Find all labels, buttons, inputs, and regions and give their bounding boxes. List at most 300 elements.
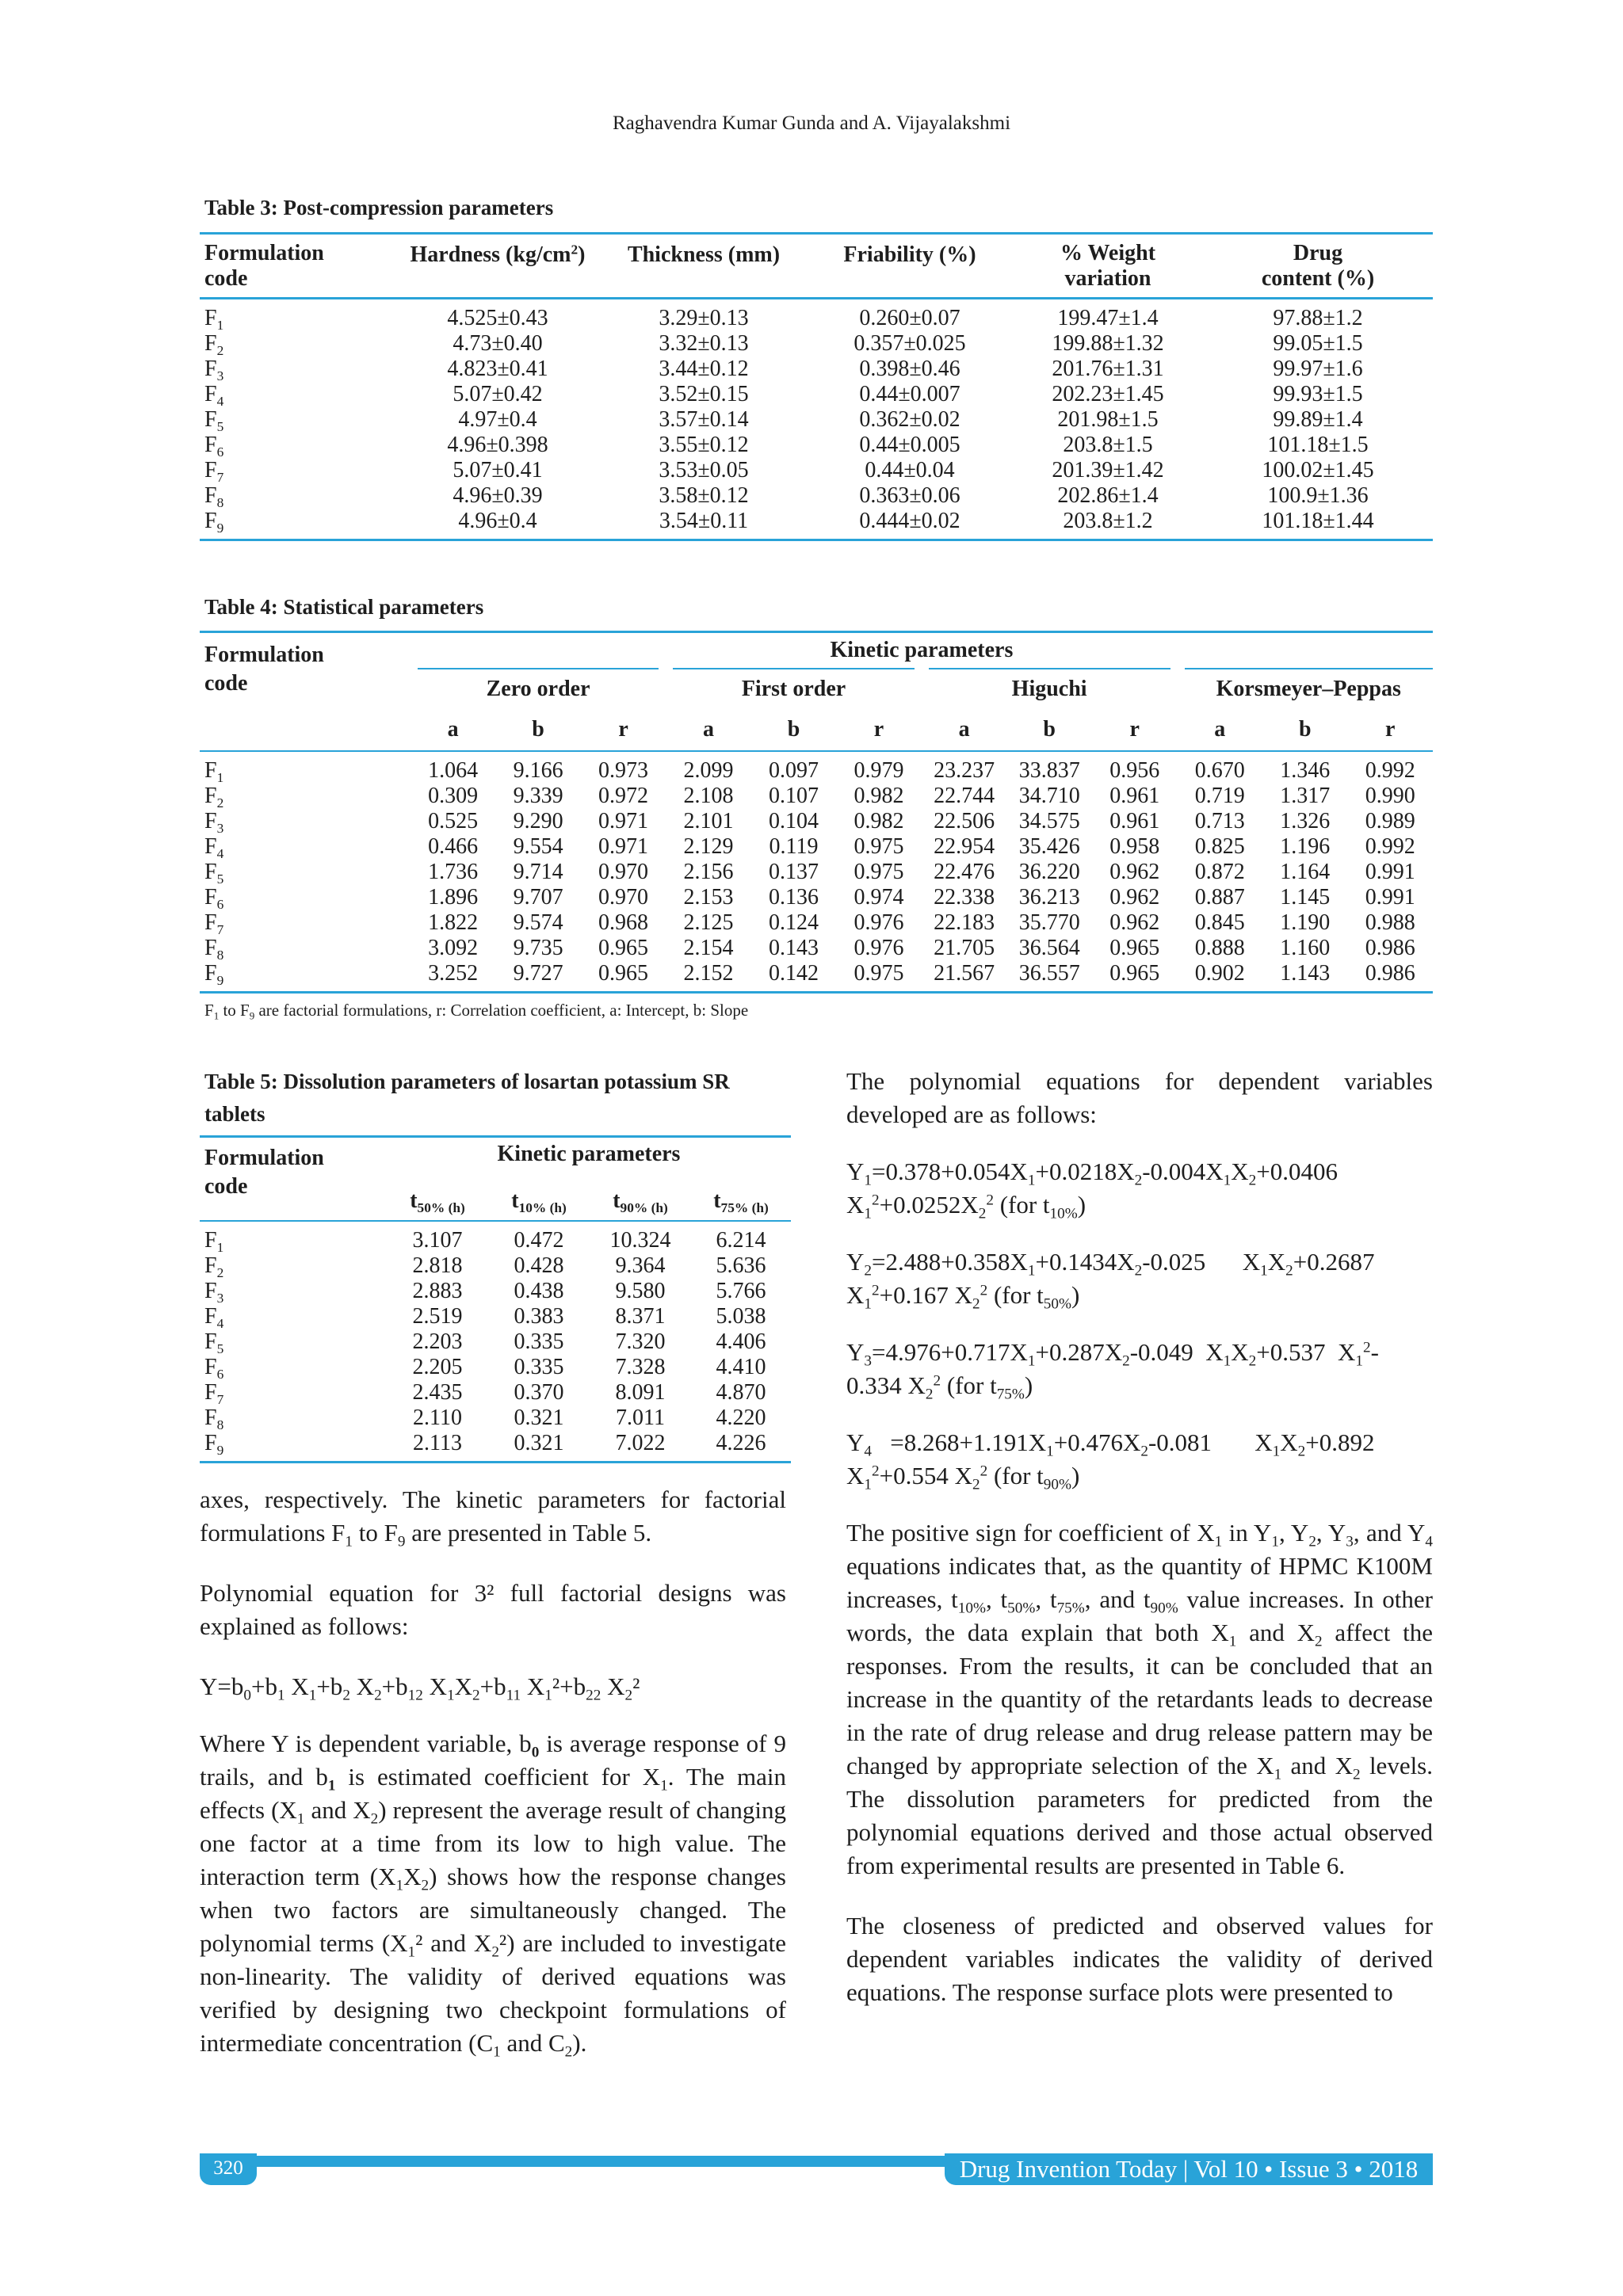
t3-formulation-cell: $F_9$ <box>204 509 224 536</box>
t4-value-cell: 0.962 <box>1109 884 1160 910</box>
right-column <box>846 1065 1433 2028</box>
t3-value-cell: 0.260±0.07 <box>859 306 960 330</box>
t3-value-cell: 97.88±1.2 <box>1273 306 1363 330</box>
t4-value-cell: 2.108 <box>683 783 734 808</box>
table3 <box>200 232 1433 541</box>
t5-value-cell: 2.110 <box>413 1405 462 1430</box>
t4-value-cell: 0.887 <box>1194 884 1245 910</box>
t4-model-header: Higuchi <box>922 669 1178 710</box>
t3-formulation-cell: $F_8$ <box>204 483 224 511</box>
t5-formulation-cell: $F_1$ <box>204 1227 224 1255</box>
journal-footer: Drug Invention Today | Vol 10 • Issue 3 • 2018 <box>945 2153 1433 2185</box>
table4 <box>200 631 1433 994</box>
t4-value-cell: 0.975 <box>854 833 904 859</box>
t3-value-cell: 203.8±1.5 <box>1063 433 1153 457</box>
t5-value-cell: 0.383 <box>514 1303 564 1329</box>
equation-y1: $Y_1=0.378+0.054X_1+0.0218X_2-0.004X_1X_2+0.0406$ $X_1^2+0.0252X_2^2$ (for $t_{10\%}$) <box>846 1158 1338 1222</box>
t5-h-t50: $t_{50\% (h)}$ <box>410 1188 465 1216</box>
t4-row <box>200 834 1433 860</box>
t3-value-cell: 3.55±0.12 <box>659 433 749 457</box>
t4-row <box>200 936 1433 961</box>
journal-issue: Vol 10 • Issue 3 • 2018 <box>1193 2155 1419 2183</box>
t4-sub-header: a <box>447 717 459 742</box>
t3-formulation-cell: $F_4$ <box>204 382 224 410</box>
t5-row <box>200 1431 791 1463</box>
t4-value-cell: 0.989 <box>1365 808 1415 833</box>
table4-body <box>200 751 1433 993</box>
t5-value-cell: 5.038 <box>716 1303 766 1329</box>
t5-h-t90: $t_{90\% (h)}$ <box>613 1188 668 1216</box>
t4-sub-header: b <box>1043 717 1056 742</box>
t4-value-cell: 36.213 <box>1018 884 1080 910</box>
t4-value-cell: 0.991 <box>1365 859 1415 884</box>
t5-value-cell: 2.818 <box>412 1253 463 1278</box>
t3-value-cell: 4.96±0.4 <box>458 509 537 533</box>
t3-row <box>200 331 1433 357</box>
t5-value-cell: 10.324 <box>609 1227 671 1253</box>
t4-value-cell: 0.973 <box>598 757 649 783</box>
t3-value-cell: 4.97±0.4 <box>458 407 537 432</box>
t3-h-hardness: Hardness $(kg/cm^2)$ <box>410 242 586 267</box>
t4-value-cell: 1.064 <box>428 757 479 783</box>
t4-value-cell: 0.979 <box>854 757 904 783</box>
t4-value-cell: 1.822 <box>428 910 479 935</box>
t4-h-kinetic: Kinetic parameters <box>830 637 1014 662</box>
t4-value-cell: 0.970 <box>598 884 649 910</box>
left-equation: $Y=b_0+b_1$ $X_1+b_2$ $X_2+b_{12}$ $X_1X_2+b_{11}$ $X_1^2+b_{22}$ $X_2^2$ <box>200 1672 640 1704</box>
t4-value-cell: 35.770 <box>1018 910 1080 935</box>
t4-value-cell: 0.970 <box>598 859 649 884</box>
t5-value-cell: 0.438 <box>514 1278 564 1303</box>
t5-h-formulation: Formulation code <box>204 1146 324 1199</box>
t5-formulation-cell: $F_5$ <box>204 1329 224 1356</box>
t4-row <box>200 885 1433 910</box>
t4-value-cell: 0.845 <box>1194 910 1245 935</box>
t3-value-cell: 199.47±1.4 <box>1057 306 1159 330</box>
t4-value-cell: 0.986 <box>1365 935 1415 960</box>
right-p3: The closeness of predicted and observed values for dependent variables indicates the validity of derived equations. The response surface plots were presented to <box>846 1912 1433 2006</box>
t4-value-cell: 0.670 <box>1194 757 1245 783</box>
t4-value-cell: 9.339 <box>513 783 563 808</box>
right-p1: The polynomial equations for dependent variables developed are as follows: <box>846 1067 1433 1128</box>
t4-value-cell: 3.092 <box>428 935 479 960</box>
t4-formulation-cell: $F_2$ <box>204 783 224 810</box>
t5-value-cell: 0.335 <box>514 1354 564 1379</box>
table5-caption: Table 5: Dissolution parameters of losartan potassium SR tablets <box>204 1070 730 1126</box>
t4-value-cell: 0.988 <box>1365 910 1415 935</box>
t4-value-cell: 0.958 <box>1109 833 1160 859</box>
t4-value-cell: 0.104 <box>769 808 819 833</box>
t5-value-cell: 6.214 <box>716 1227 766 1253</box>
t3-formulation-cell: $F_3$ <box>204 357 224 384</box>
t4-sub-header: b <box>532 717 544 742</box>
table3-body <box>200 299 1433 540</box>
t4-value-cell: 0.971 <box>598 833 649 859</box>
t3-value-cell: 101.18±1.5 <box>1267 433 1369 457</box>
t5-value-cell: 0.321 <box>514 1405 564 1430</box>
t4-value-cell: 22.954 <box>934 833 995 859</box>
t4-value-cell: 35.426 <box>1018 833 1080 859</box>
t4-value-cell: 0.972 <box>598 783 649 808</box>
t4-value-cell: 0.965 <box>598 935 649 960</box>
t3-row <box>200 433 1433 458</box>
t4-value-cell: 1.326 <box>1280 808 1331 833</box>
t5-value-cell: 3.107 <box>412 1227 463 1253</box>
t5-h-kinetic: Kinetic parameters <box>497 1142 681 1167</box>
t4-sub-header: a <box>703 717 715 742</box>
t3-value-cell: 0.398±0.46 <box>859 357 960 381</box>
t4-value-cell: 3.252 <box>428 960 479 986</box>
t4-value-cell: 0.965 <box>1109 960 1160 986</box>
t4-value-cell: 9.714 <box>513 859 563 884</box>
t3-h-drug: Drug content (%) <box>1261 240 1375 291</box>
t4-value-cell: 0.466 <box>428 833 479 859</box>
t4-value-cell: 0.975 <box>854 960 904 986</box>
t4-row <box>200 784 1433 809</box>
t3-value-cell: 4.73±0.40 <box>453 331 543 356</box>
table3-caption: Table 3: Post-compression parameters <box>204 196 554 219</box>
t4-value-cell: 0.825 <box>1194 833 1245 859</box>
t3-formulation-cell: $F_1$ <box>204 306 224 334</box>
t3-value-cell: 99.97±1.6 <box>1273 357 1363 381</box>
t5-row <box>200 1329 791 1355</box>
t5-value-cell: 2.113 <box>413 1430 462 1455</box>
t4-formulation-cell: $F_3$ <box>204 808 224 836</box>
t3-row <box>200 483 1433 509</box>
t3-value-cell: 3.58±0.12 <box>659 483 749 508</box>
t3-value-cell: 4.525±0.43 <box>447 306 548 330</box>
journal-name: Drug Invention Today <box>959 2155 1178 2183</box>
t4-sub-header: r <box>618 717 628 742</box>
t4-value-cell: 0.990 <box>1365 783 1415 808</box>
t4-value-cell: 1.317 <box>1280 783 1331 808</box>
t5-h-t10: $t_{10\% (h)}$ <box>511 1188 567 1216</box>
t5-value-cell: 7.011 <box>616 1405 665 1430</box>
running-head: Raghavendra Kumar Gunda and A. Vijayalakshmi <box>612 113 1011 134</box>
t4-value-cell: 0.986 <box>1365 960 1415 986</box>
t4-row <box>200 961 1433 993</box>
t5-value-cell: 9.580 <box>615 1278 666 1303</box>
t4-value-cell: 2.101 <box>683 808 734 833</box>
t3-row <box>200 299 1433 332</box>
t4-value-cell: 0.956 <box>1109 757 1160 783</box>
t5-row <box>200 1380 791 1405</box>
t4-value-cell: 2.152 <box>683 960 734 986</box>
t5-value-cell: 7.320 <box>615 1329 666 1354</box>
t4-value-cell: 33.837 <box>1018 757 1080 783</box>
t4-value-cell: 0.965 <box>598 960 649 986</box>
t3-row <box>200 509 1433 540</box>
t3-value-cell: 3.54±0.11 <box>659 509 749 533</box>
t3-value-cell: 4.96±0.39 <box>453 483 543 508</box>
t5-value-cell: 0.370 <box>514 1379 564 1405</box>
t4-value-cell: 0.968 <box>598 910 649 935</box>
t3-h-thickness: Thickness (mm) <box>627 242 781 267</box>
t4-value-cell: 0.961 <box>1109 808 1160 833</box>
t4-model-header: Zero order <box>411 669 666 710</box>
t5-row <box>200 1279 791 1304</box>
t4-value-cell: 23.237 <box>934 757 995 783</box>
t3-value-cell: 4.96±0.398 <box>447 433 548 457</box>
t4-value-cell: 9.735 <box>513 935 563 960</box>
t4-value-cell: 0.992 <box>1365 757 1415 783</box>
t3-value-cell: 201.76±1.31 <box>1052 357 1164 381</box>
t4-value-cell: 22.338 <box>934 884 995 910</box>
t4-value-cell: 2.153 <box>683 884 734 910</box>
t3-value-cell: 5.07±0.42 <box>453 382 543 406</box>
t5-value-cell: 2.203 <box>412 1329 463 1354</box>
t4-sub-header: b <box>1298 717 1312 742</box>
t5-value-cell: 8.371 <box>615 1303 666 1329</box>
t4-formulation-cell: $F_8$ <box>204 935 224 963</box>
t3-value-cell: 0.362±0.02 <box>859 407 960 432</box>
t3-value-cell: 0.44±0.007 <box>859 382 960 406</box>
t4-sub-header: r <box>1385 717 1396 742</box>
t3-value-cell: 99.89±1.4 <box>1273 407 1363 432</box>
table5 <box>200 1135 791 1463</box>
page-number: 320 <box>200 2153 257 2185</box>
t5-value-cell: 0.335 <box>514 1329 564 1354</box>
t5-value-cell: 4.870 <box>716 1379 766 1405</box>
t4-formulation-cell: $F_4$ <box>204 833 224 861</box>
t4-sub-header: r <box>873 717 884 742</box>
t4-model-header: First order <box>666 669 921 710</box>
t5-formulation-cell: $F_3$ <box>204 1278 224 1306</box>
t4-value-cell: 1.346 <box>1280 757 1331 783</box>
t3-value-cell: 100.02±1.45 <box>1262 458 1374 482</box>
t4-value-cell: 0.713 <box>1194 808 1245 833</box>
t5-row <box>200 1304 791 1329</box>
t5-formulation-cell: $F_6$ <box>204 1354 224 1382</box>
t4-value-cell: 0.872 <box>1194 859 1245 884</box>
t5-row <box>200 1355 791 1380</box>
t5-row <box>200 1253 791 1279</box>
t4-value-cell: 0.902 <box>1194 960 1245 986</box>
t4-value-cell: 9.554 <box>513 833 563 859</box>
t3-h-formulation: Formulation code <box>204 240 324 291</box>
t4-value-cell: 0.962 <box>1109 859 1160 884</box>
t5-value-cell: 8.091 <box>615 1379 666 1405</box>
t4-value-cell: 0.962 <box>1109 910 1160 935</box>
t4-value-cell: 36.564 <box>1018 935 1080 960</box>
t3-value-cell: 0.357±0.025 <box>854 331 966 356</box>
t4-value-cell: 21.705 <box>934 935 995 960</box>
t4-value-cell: 1.145 <box>1280 884 1331 910</box>
t3-value-cell: 3.52±0.15 <box>659 382 749 406</box>
t5-row <box>200 1221 791 1253</box>
t5-value-cell: 2.883 <box>412 1278 463 1303</box>
left-p1: axes, respectively. The kinetic parameters for factorial formulations $F_1$ to $F_9$ are presented in Table 5. <box>200 1486 786 1550</box>
t3-formulation-cell: $F_6$ <box>204 433 224 460</box>
t5-value-cell: 7.328 <box>615 1354 666 1379</box>
t3-value-cell: 3.29±0.13 <box>659 306 749 330</box>
equation-y4: $Y_4 =8.268+1.191X_1+0.476X_2-0.081$ $X_1X_2+0.892$ $X_1^2+0.554$ $X_2^2$ (for $t_{90\%}$) <box>846 1428 1375 1493</box>
t3-value-cell: 203.8±1.2 <box>1063 509 1153 533</box>
t5-value-cell: 5.766 <box>716 1278 766 1303</box>
t3-row <box>200 382 1433 407</box>
table4-caption: Table 4: Statistical parameters <box>204 595 484 619</box>
t4-formulation-cell: $F_5$ <box>204 859 224 887</box>
t5-value-cell: 4.406 <box>716 1329 766 1354</box>
t5-value-cell: 2.205 <box>412 1354 463 1379</box>
t5-value-cell: 9.364 <box>615 1253 666 1278</box>
t3-h-weight: % Weight variation <box>1060 240 1156 291</box>
t4-value-cell: 1.736 <box>428 859 479 884</box>
t5-row <box>200 1405 791 1431</box>
t5-value-cell: 4.226 <box>716 1430 766 1455</box>
t4-sub-header: b <box>787 717 800 742</box>
t4-value-cell: 1.196 <box>1280 833 1331 859</box>
t4-value-cell: 0.097 <box>769 757 819 783</box>
t4-value-cell: 2.156 <box>683 859 734 884</box>
t4-row <box>200 860 1433 885</box>
t3-value-cell: 100.9±1.36 <box>1267 483 1369 508</box>
t4-value-cell: 9.166 <box>513 757 563 783</box>
t4-value-cell: 0.974 <box>854 884 904 910</box>
table4-note: $F_1$ to $F_9$ are factorial formulations, r: Correlation coefficient, a: Intercept, b: Slope <box>204 1001 749 1022</box>
t3-value-cell: 5.07±0.41 <box>453 458 543 482</box>
t4-formulation-cell: $F_9$ <box>204 960 224 988</box>
t5-value-cell: 4.410 <box>716 1354 766 1379</box>
t4-value-cell: 0.982 <box>854 808 904 833</box>
t3-formulation-cell: $F_5$ <box>204 407 224 435</box>
t4-value-cell: 0.982 <box>854 783 904 808</box>
t3-value-cell: 0.444±0.02 <box>859 509 960 533</box>
t4-value-cell: 0.137 <box>769 859 819 884</box>
t4-value-cell: 22.476 <box>934 859 995 884</box>
t3-value-cell: 199.88±1.32 <box>1052 331 1164 356</box>
t5-value-cell: 2.435 <box>412 1379 463 1405</box>
t4-sub-header: r <box>1129 717 1140 742</box>
t3-value-cell: 201.98±1.5 <box>1057 407 1159 432</box>
t4-formulation-cell: $F_6$ <box>204 884 224 912</box>
t4-value-cell: 22.744 <box>934 783 995 808</box>
left-p3: Where Y is dependent variable, $b_0$ is average response of 9 trails, and $b_1$ is estimated coefficient for $X_1$. The main effects ($X_1$ and $X_2$) represent the average result of changing one factor at a time from its low to high value. The interaction term $(X_1X_2)$ shows how the response changes when two factors are simultaneously changed. The polynomial terms ($X_1^2$ and $X_2^2$) are included to investigate non-linearity. The validity of derived equations was verified by designing two checkpoint formulations of intermediate concentration ($C_1$ and $C_2$). <box>200 1730 786 2061</box>
t5-formulation-cell: $F_8$ <box>204 1405 224 1432</box>
t3-value-cell: 99.93±1.5 <box>1273 382 1363 406</box>
t5-formulation-cell: $F_4$ <box>204 1303 224 1331</box>
t4-formulation-cell: $F_1$ <box>204 757 224 785</box>
right-p2: The positive sign for coefficient of $X_1$ in $Y_1$, $Y_2$, $Y_3$, and $Y_4$ equations indicates that, as the quantity of HPMC K100M increases, $t_{10\%}$, $t_{50\%}$, $t_{75\%}$, and $t_{90\%}$ value increases. In other words, the data explain that both $X_1$ and $X_2$ affect the responses. From the results, it can be concluded that an increase in the quantity of the retardants leads to decrease in the rate of drug release and drug release pattern may be changed by appropriate selection of the $X_1$ and $X_2$ levels. The dissolution parameters for predicted from the polynomial equations derived and those actual observed from experimental results are presented in Table 6. <box>846 1519 1434 1879</box>
t4-value-cell: 21.567 <box>934 960 995 986</box>
t4-value-cell: 0.143 <box>769 935 819 960</box>
t3-value-cell: 99.05±1.5 <box>1273 331 1363 356</box>
t4-value-cell: 2.099 <box>683 757 734 783</box>
t3-value-cell: 202.23±1.45 <box>1052 382 1164 406</box>
t5-value-cell: 5.636 <box>716 1253 766 1278</box>
t5-value-cell: 0.472 <box>514 1227 564 1253</box>
t4-value-cell: 9.727 <box>513 960 563 986</box>
t3-value-cell: 202.86±1.4 <box>1057 483 1159 508</box>
t4-value-cell: 0.719 <box>1194 783 1245 808</box>
left-column <box>200 1483 786 2079</box>
t4-value-cell: 0.971 <box>598 808 649 833</box>
t4-value-cell: 0.136 <box>769 884 819 910</box>
t4-value-cell: 9.574 <box>513 910 563 935</box>
t3-value-cell: 101.18±1.44 <box>1262 509 1374 533</box>
t4-value-cell: 9.290 <box>513 808 563 833</box>
t4-value-cell: 1.143 <box>1280 960 1331 986</box>
t5-formulation-cell: $F_9$ <box>204 1430 224 1458</box>
t3-formulation-cell: $F_7$ <box>204 458 224 486</box>
t4-value-cell: 0.976 <box>854 910 904 935</box>
t4-value-cell: 1.164 <box>1280 859 1331 884</box>
t4-value-cell: 0.107 <box>769 783 819 808</box>
t5-value-cell: 2.519 <box>412 1303 463 1329</box>
t4-sub-header: a <box>1214 717 1226 742</box>
table5-body <box>200 1221 791 1463</box>
t3-value-cell: 3.44±0.12 <box>659 357 749 381</box>
t4-h-formulation: Formulation code <box>204 643 324 696</box>
t4-value-cell: 1.160 <box>1280 935 1331 960</box>
t4-value-cell: 0.119 <box>769 833 819 859</box>
t4-value-cell: 1.896 <box>428 884 479 910</box>
t4-value-cell: 0.525 <box>428 808 479 833</box>
t5-value-cell: 4.220 <box>716 1405 766 1430</box>
t4-value-cell: 0.976 <box>854 935 904 960</box>
t4-value-cell: 2.129 <box>683 833 734 859</box>
t4-value-cell: 0.888 <box>1194 935 1245 960</box>
t4-value-cell: 36.557 <box>1018 960 1080 986</box>
t3-value-cell: 4.823±0.41 <box>447 357 548 381</box>
t5-value-cell: 7.022 <box>615 1430 666 1455</box>
t4-value-cell: 36.220 <box>1018 859 1080 884</box>
t4-row <box>200 751 1433 784</box>
t5-value-cell: 0.321 <box>514 1430 564 1455</box>
t3-value-cell: 0.363±0.06 <box>859 483 960 508</box>
t3-row <box>200 407 1433 433</box>
t4-value-cell: 0.975 <box>854 859 904 884</box>
t5-formulation-cell: $F_7$ <box>204 1379 224 1407</box>
t3-h-friability: Friability (%) <box>843 242 976 267</box>
t4-value-cell: 1.190 <box>1280 910 1331 935</box>
t3-value-cell: 3.57±0.14 <box>659 407 749 432</box>
t4-value-cell: 22.183 <box>934 910 995 935</box>
t5-value-cell: 0.428 <box>514 1253 564 1278</box>
t4-value-cell: 0.309 <box>428 783 479 808</box>
t4-row <box>200 809 1433 834</box>
t3-row <box>200 458 1433 483</box>
t4-value-cell: 22.506 <box>934 808 995 833</box>
t5-h-t75: $t_{75\% (h)}$ <box>713 1188 769 1216</box>
t4-value-cell: 34.575 <box>1018 808 1080 833</box>
t4-value-cell: 2.125 <box>683 910 734 935</box>
t4-value-cell: 0.992 <box>1365 833 1415 859</box>
t3-value-cell: 0.44±0.04 <box>865 458 955 482</box>
t4-value-cell: 0.142 <box>769 960 819 986</box>
t3-value-cell: 201.39±1.42 <box>1052 458 1164 482</box>
left-p2: Polynomial equation for 3² full factorial designs was explained as follows: <box>200 1579 786 1640</box>
t4-value-cell: 0.124 <box>769 910 819 935</box>
t3-value-cell: 3.53±0.05 <box>659 458 749 482</box>
t3-value-cell: 0.44±0.005 <box>859 433 960 457</box>
t4-sub-header: a <box>958 717 970 742</box>
t4-value-cell: 2.154 <box>683 935 734 960</box>
t4-value-cell: 0.965 <box>1109 935 1160 960</box>
t4-model-header: Korsmeyer–Peppas <box>1178 669 1433 710</box>
t4-value-cell: 0.961 <box>1109 783 1160 808</box>
t5-formulation-cell: $F_2$ <box>204 1253 224 1280</box>
t4-formulation-cell: $F_7$ <box>204 910 224 937</box>
t3-value-cell: 3.32±0.13 <box>659 331 749 356</box>
t3-formulation-cell: $F_2$ <box>204 331 224 359</box>
equation-y3: $Y_3=4.976+0.717X_1+0.287X_2-0.049$ $X_1X_2+0.537$ $X_1^2-0.334$ $X_2^2$ (for $t_{75\%}$) <box>846 1338 1379 1403</box>
t4-value-cell: 9.707 <box>513 884 563 910</box>
t3-row <box>200 357 1433 382</box>
equation-y2: $Y_2=2.488+0.358X_1+0.1434X_2-0.025$ $X_1X_2+0.2687$ $X_1^2+0.167$ $X_2^2$ (for $t_{50\%}$) <box>846 1248 1375 1313</box>
t4-value-cell: 0.991 <box>1365 884 1415 910</box>
t4-row <box>200 910 1433 936</box>
